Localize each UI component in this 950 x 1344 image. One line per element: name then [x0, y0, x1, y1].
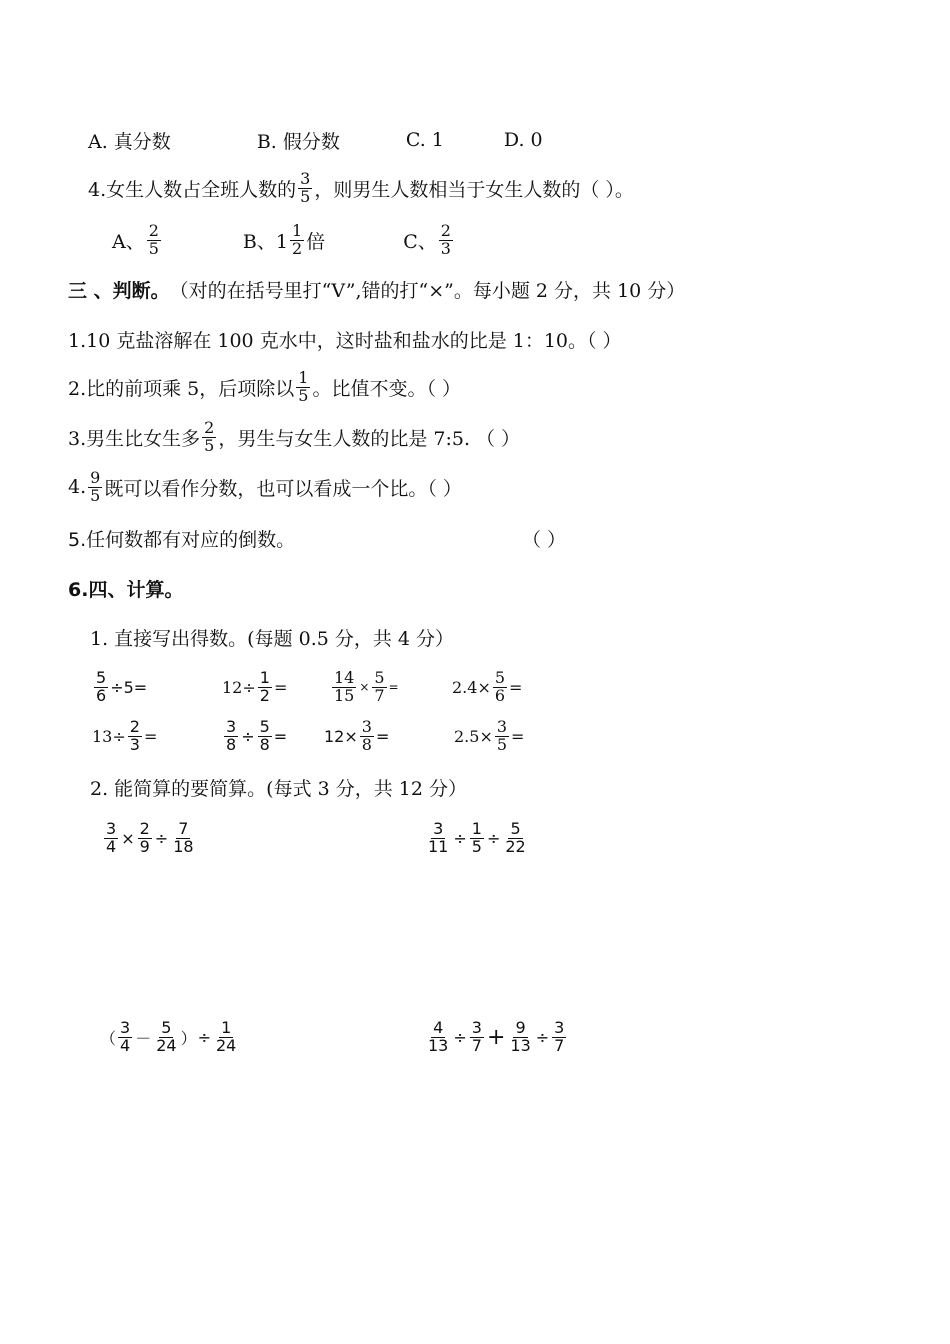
expr-head: 13÷	[92, 726, 126, 746]
fraction: $\frac{1}{2}$	[259, 667, 270, 705]
expr-tail: =	[273, 726, 288, 746]
fraction: $\frac{1}{5}$	[298, 367, 309, 405]
operator: ÷	[453, 828, 467, 848]
operator: ÷	[486, 828, 501, 848]
q4-options	[112, 216, 455, 264]
fraction: $\frac{1}{5}$	[471, 818, 482, 856]
operator: ÷	[241, 726, 255, 746]
question-4	[88, 166, 634, 210]
fraction: $\frac{4}{13}$	[428, 1017, 449, 1055]
q4-prefix: 4.女生人数占全班人数的	[88, 178, 297, 201]
fraction: $\frac{2}{3}$	[440, 220, 451, 258]
direct-expr-3	[330, 664, 399, 710]
expr-head: 2.4×	[452, 677, 491, 697]
fraction: $\frac{3}{5}$	[496, 716, 508, 754]
direct-expr-8	[454, 713, 524, 759]
judge-item-3-prefix: 3.男生比女生多	[68, 427, 201, 450]
fraction: $\frac{5}{7}$	[374, 667, 385, 705]
judge-item-4-prefix: 4.	[68, 476, 87, 498]
expr-tail: =	[509, 677, 523, 697]
judge-item-5	[68, 518, 295, 558]
expr-tail: =	[511, 726, 525, 746]
option-d: D. 0	[503, 129, 543, 151]
q3-options	[88, 120, 543, 160]
fraction: $\frac{3}{5}$	[300, 168, 311, 206]
expr-tail: =	[388, 680, 399, 694]
judge-item-4-suffix: 既可以看作分数，也可以看成一个比。（ ）	[104, 477, 462, 500]
fraction: $\frac{1}{2}$	[291, 220, 303, 258]
expr-head: 2.5×	[454, 726, 493, 746]
operator: ÷	[453, 1027, 467, 1047]
judge-item-2-prefix: 2.比的前项乘 5，后项除以	[68, 377, 295, 400]
direct-expr-4	[452, 664, 522, 710]
judge-item-3-suffix: ，男生与女生人数的比是 7:5. （ ）	[218, 427, 521, 450]
right-paren: ）	[180, 1028, 197, 1048]
option-a: A. 真分数	[88, 130, 171, 153]
operator: ×	[121, 828, 135, 848]
fraction: $\frac{2}{3}$	[129, 716, 140, 754]
fraction: $\frac{3}{8}$	[361, 716, 372, 754]
q4-suffix: ，则男生人数相当于女生人数的（ ）。	[314, 178, 634, 201]
simplify-expr-2	[424, 814, 530, 862]
fraction: $\frac{3}{8}$	[226, 716, 237, 754]
fraction: $\frac{2}{9}$	[139, 818, 150, 856]
direct-expr-6	[222, 713, 287, 759]
section-3-instructions: （对的在括号里打“V”,错的打“×”。每小题 2 分，共 10 分）	[169, 279, 686, 302]
simplify-expr-4	[424, 1012, 568, 1062]
fraction: $\frac{3}{11}$	[428, 818, 449, 856]
simplify-expr-3	[100, 1012, 240, 1062]
fraction: $\frac{5}{6}$	[494, 667, 506, 705]
operator: ÷	[197, 1027, 211, 1047]
direct-expr-5	[92, 713, 157, 759]
fraction: $\frac{7}{18}$	[173, 818, 194, 856]
operator: －	[135, 1028, 152, 1048]
direct-expr-7	[324, 713, 389, 759]
operator: ÷	[154, 828, 169, 848]
simplify-expr-1	[102, 814, 198, 862]
fraction: $\frac{14}{15}$	[334, 667, 355, 705]
fraction: $\frac{5}{22}$	[505, 818, 526, 856]
fraction: $\frac{2}{5}$	[148, 220, 159, 258]
section-3-title: 三 、判断。	[68, 279, 170, 302]
fraction: $\frac{2}{5}$	[204, 417, 215, 455]
operator: ×	[359, 680, 370, 694]
q4-option-b-suffix: 倍	[306, 230, 326, 253]
fraction: $\frac{1}{24}$	[216, 1017, 237, 1055]
section-4-title: 6.四、计算。	[68, 578, 184, 601]
q4-option-c-label: C、	[403, 230, 437, 253]
option-c: C. 1	[405, 129, 444, 151]
part-2-title: 2. 能简算的要简算。(每式 3 分，共 12 分）	[90, 777, 468, 800]
expr-tail: =	[273, 677, 288, 697]
judge-item-2	[68, 364, 461, 410]
fraction: $\frac{3}{7}$	[471, 1017, 482, 1055]
judge-item-5-text: 5.任何数都有对应的倒数。	[68, 528, 296, 551]
q4-option-b-label: B、1	[242, 230, 288, 253]
fraction: $\frac{3}{4}$	[106, 818, 117, 856]
fraction: $\frac{3}{7}$	[554, 1017, 565, 1055]
judge-item-5-paren: （ ）	[522, 528, 567, 551]
fraction: $\frac{5}{6}$	[96, 667, 107, 705]
part-1-title: 1. 直接写出得数。(每题 0.5 分，共 4 分）	[90, 627, 455, 650]
fraction: $\frac{5}{8}$	[259, 716, 270, 754]
operator: ÷	[535, 1027, 550, 1047]
expr-head: 12×	[324, 726, 358, 746]
expr-tail: =	[375, 726, 390, 746]
q4-option-a-label: A、	[112, 230, 145, 253]
section-3-heading	[68, 269, 685, 309]
option-b: B. 假分数	[256, 130, 340, 153]
judge-item-4	[68, 464, 462, 510]
direct-expr-1	[92, 664, 147, 710]
left-paren: （	[100, 1028, 117, 1048]
fraction: $\frac{5}{24}$	[156, 1017, 177, 1055]
operator: +	[486, 1024, 506, 1050]
judge-item-1: 1.10 克盐溶解在 100 克水中，这时盐和盐水的比是 1：10。（ ）	[68, 329, 622, 352]
direct-expr-2	[222, 664, 287, 710]
fraction: $\frac{9}{5}$	[90, 467, 101, 505]
judge-item-2-suffix: 。比值不变。（ ）	[312, 377, 461, 400]
fraction: $\frac{3}{4}$	[120, 1017, 131, 1055]
expr-tail: ÷5=	[110, 677, 148, 697]
fraction: $\frac{9}{13}$	[510, 1017, 531, 1055]
judge-item-3	[68, 414, 520, 460]
expr-head: 12÷	[222, 677, 256, 697]
expr-tail: =	[143, 726, 158, 746]
